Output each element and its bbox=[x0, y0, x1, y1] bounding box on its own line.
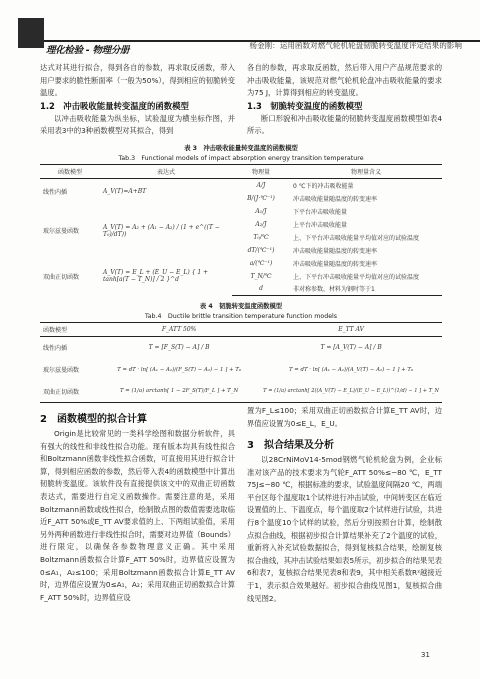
section-1-2-title: 1.2 冲击吸收能量转变温度的函数模型 bbox=[40, 100, 189, 111]
table-cell-quantity: B/(J·℃⁻¹) bbox=[247, 194, 275, 202]
running-head: 杨金刚：运用函数对燃气轮机轮盘韧脆转变温度评定结果的影响 bbox=[249, 41, 462, 50]
top-left-column bbox=[40, 62, 235, 138]
table-header: 物理量含义 bbox=[290, 165, 442, 179]
table-cell-meaning: 上、下平台冲击吸收能量平均值对应的试验温度 bbox=[293, 273, 420, 281]
table-cell-model: 玻尔兹曼函数 bbox=[43, 367, 80, 374]
table-cell-meaning: 非对称参数，材料为钢时等于1 bbox=[290, 283, 442, 296]
table-cell-meaning: 下平台冲击吸收能量 bbox=[293, 208, 348, 216]
table-cell-formula: T = (1/a) arctanh[ 1 − 2F_S(T)/F_L ] + T_N bbox=[98, 381, 260, 403]
table-cell-model: 玻尔兹曼函数 bbox=[43, 228, 80, 235]
table4-caption-en: Tab.4 Ductile brittle transition temperature function models bbox=[144, 313, 338, 320]
section-2-continued bbox=[247, 405, 442, 430]
table-cell-quantity: T₀/℃ bbox=[253, 233, 269, 241]
table4-caption-cn: 表 4 韧脆转变温度函数模型 bbox=[199, 303, 283, 310]
table4 bbox=[40, 322, 442, 403]
table-cell-formula: T = [A_V(T) − A] / B bbox=[320, 344, 382, 352]
table-cell-meaning: 0 ℃下的冲击吸收能量 bbox=[293, 182, 354, 190]
table-cell-expression: A_V(T) = E_L + (E_U − E_L) { 1 + tanh[a(T − T_N)] / 2 }^d bbox=[103, 269, 209, 283]
table-cell-formula: T = (1/a) arctanh[ 2((A_V(T) − E_L)/(E_U − E_L))^(1/d) − 1 ] + T_N bbox=[260, 381, 442, 403]
table-cell-formula: T = dT · ln[ (A₁ − A₂)/(A_V(T) − A₂) − 1 ] + T₀ bbox=[288, 366, 414, 373]
top-right-column bbox=[247, 62, 442, 138]
section-2-body bbox=[40, 428, 235, 604]
table-cell-formula: T = [F_S(T) − A] / B bbox=[148, 344, 210, 352]
table-cell-expression: A_V(T)=A+BT bbox=[103, 188, 147, 196]
table-cell-model: 线性内插 bbox=[43, 345, 68, 353]
table-header: E_TT AV bbox=[260, 323, 442, 337]
paragraph: 断口形貌和冲击吸收能量的韧脆转变温度函数模型如表4所示。 bbox=[247, 113, 442, 136]
table-cell-quantity: a/(℃⁻¹) bbox=[249, 259, 273, 267]
journal-logo-block bbox=[18, 18, 44, 48]
section-3-body bbox=[247, 454, 442, 605]
table3 bbox=[40, 164, 442, 296]
table-cell-quantity: A₁/J bbox=[255, 207, 267, 215]
table-header: 物理量 bbox=[232, 165, 290, 179]
table-cell-quantity: dT/(℃⁻¹) bbox=[247, 246, 275, 254]
table-cell-model: 线性内插 bbox=[43, 189, 68, 197]
paragraph: 达式对其进行拟合，得到各自的参数，再求取反函数，带入用户要求的脆性断面率（一般为50%），得到相应的韧脆转变温度。 bbox=[40, 63, 235, 98]
table-cell-meaning: 冲击吸收能量随温度的转变速率 bbox=[293, 260, 378, 268]
table-cell-expression: A_V(T) = A₂ + (A₁ − A₂) / (1 + e^((T − T₀)/dT)) bbox=[103, 223, 220, 238]
paragraph: 各自的参数，再求取反函数，然后带入用户产品规范要求的冲击吸收能量，该规范对燃气轮机轮盘冲击吸收能量的要求为75 J，计算得到相应的转变温度。 bbox=[247, 63, 442, 98]
table-header: 表达式 bbox=[100, 165, 232, 179]
section-1-3-title: 1.3 韧脆转变温度的函数模型 bbox=[247, 100, 363, 111]
table-cell-model: 双曲正切函数 bbox=[43, 273, 80, 281]
paragraph: 以28CrNiMoV14-5mod钢燃气轮机轮盘为例，企业标准对该产品的技术要求为气轮F_ATT 50%≤−80 ℃，E_TT 75J≤−80 ℃，根据标准的要求，试验温度间隔20 ℃，两端平台区每个温度取1个试样进行冲击试验，中间转变区在临近设置值的上、下温度点，每个温度取2个试样进行试验，共进行8个温度10个试样的试验，然后分别按照台计算，绘制散点拟合曲线，根据初步拟合计算结果补充了2个温度的试验，重新将入补充试验数据拟合，得到复核拟合结果，绘制复核拟合曲线，其冲击试验结果如表5所示，初步拟合的结果见表6和表7，复核拟合结果见表8和表9，其中相关系数R²越接近于1，表示拟合效果越好。初步拟合曲线见图1，复核拟合曲线见图2。 bbox=[247, 455, 442, 603]
paragraph: Origin是比较常见的一类科学绘图和数据分析软件，具有强大的线性和非线性拟合功能。现有版本均具有线性拟合和Boltzmann函数非线性拟合函数，可直接用其进行拟合计算，得到相应函数的参数，然后带入表4的函数模型中计算出韧脆转变温度。该软件没有直接提供该文中的双曲正切函数表达式，需要进行自定义函数操作。需要注意的是，采用Boltzmann函数或线性拟合，绘制散点图的数值需要选取临近F_ATT 50%或E_TT AV要求值的上、下两组试验值，采用另外两种函数进行非线性拟合时，需要对边界值（Bounds）进行限定，以确保各参数物理意义正确。其中采用Boltzmann函数拟合计算F_ATT 50%时，边界值应设置为0≤A₁，A₂≤100；采用Boltzmann函数拟合计算E_TT AV时，边界值应设置为0≤A₁，A₂；采用双曲正切函数拟合计算F_ATT 50%时，边界值应设 bbox=[40, 429, 235, 602]
table3-caption-en: Tab.3 Functional models of impact absorption energy transition temperature bbox=[118, 155, 364, 162]
section-3-title: 3 拟合结果及分析 bbox=[247, 440, 334, 451]
section-2-title: 2 函数模型的拟合计算 bbox=[40, 414, 147, 425]
table-header: F_ATT 50% bbox=[98, 323, 260, 337]
journal-logo-text: 理化检验 - 物理分册 bbox=[46, 45, 130, 56]
table-cell-meaning: 冲击吸收能量随温度的转变速率 bbox=[293, 195, 378, 203]
paragraph: 置为F_L≤100；采用双曲正切函数拟合计算E_TT AV时，边界值应设置为0≤E_L，E_U。 bbox=[247, 406, 442, 428]
table-cell-model: 双曲正切函数 bbox=[40, 381, 98, 403]
table-cell-quantity: d bbox=[232, 283, 290, 296]
table-cell-meaning: 上、下平台冲击吸收能量平均值对应的试验温度 bbox=[293, 234, 420, 242]
table-cell-quantity: A₂/J bbox=[255, 220, 267, 228]
page-number: 31 bbox=[420, 650, 430, 659]
table-cell-formula: T = dT · ln[ (A₁ − A₂)/(F_S(T) − A₂) − 1 ] + T₀ bbox=[117, 366, 241, 373]
table-cell-meaning: 上平台冲击吸收能量 bbox=[293, 221, 348, 229]
paragraph: 以冲击吸收能量为纵坐标，试验温度为横坐标作图，并采用表3中的3种函数模型对其拟合，得到 bbox=[40, 113, 235, 136]
table-cell-quantity: T_N/℃ bbox=[250, 272, 272, 280]
table-header: 函数模型 bbox=[40, 165, 100, 179]
table-cell-quantity: A/J bbox=[256, 181, 266, 189]
table3-caption-cn: 表 3 冲击吸收能量转变温度的函数模型 bbox=[184, 145, 298, 152]
table-cell-meaning: 冲击吸收能量随温度的转变速率 bbox=[293, 247, 378, 255]
table-header: 函数模型 bbox=[40, 323, 98, 337]
